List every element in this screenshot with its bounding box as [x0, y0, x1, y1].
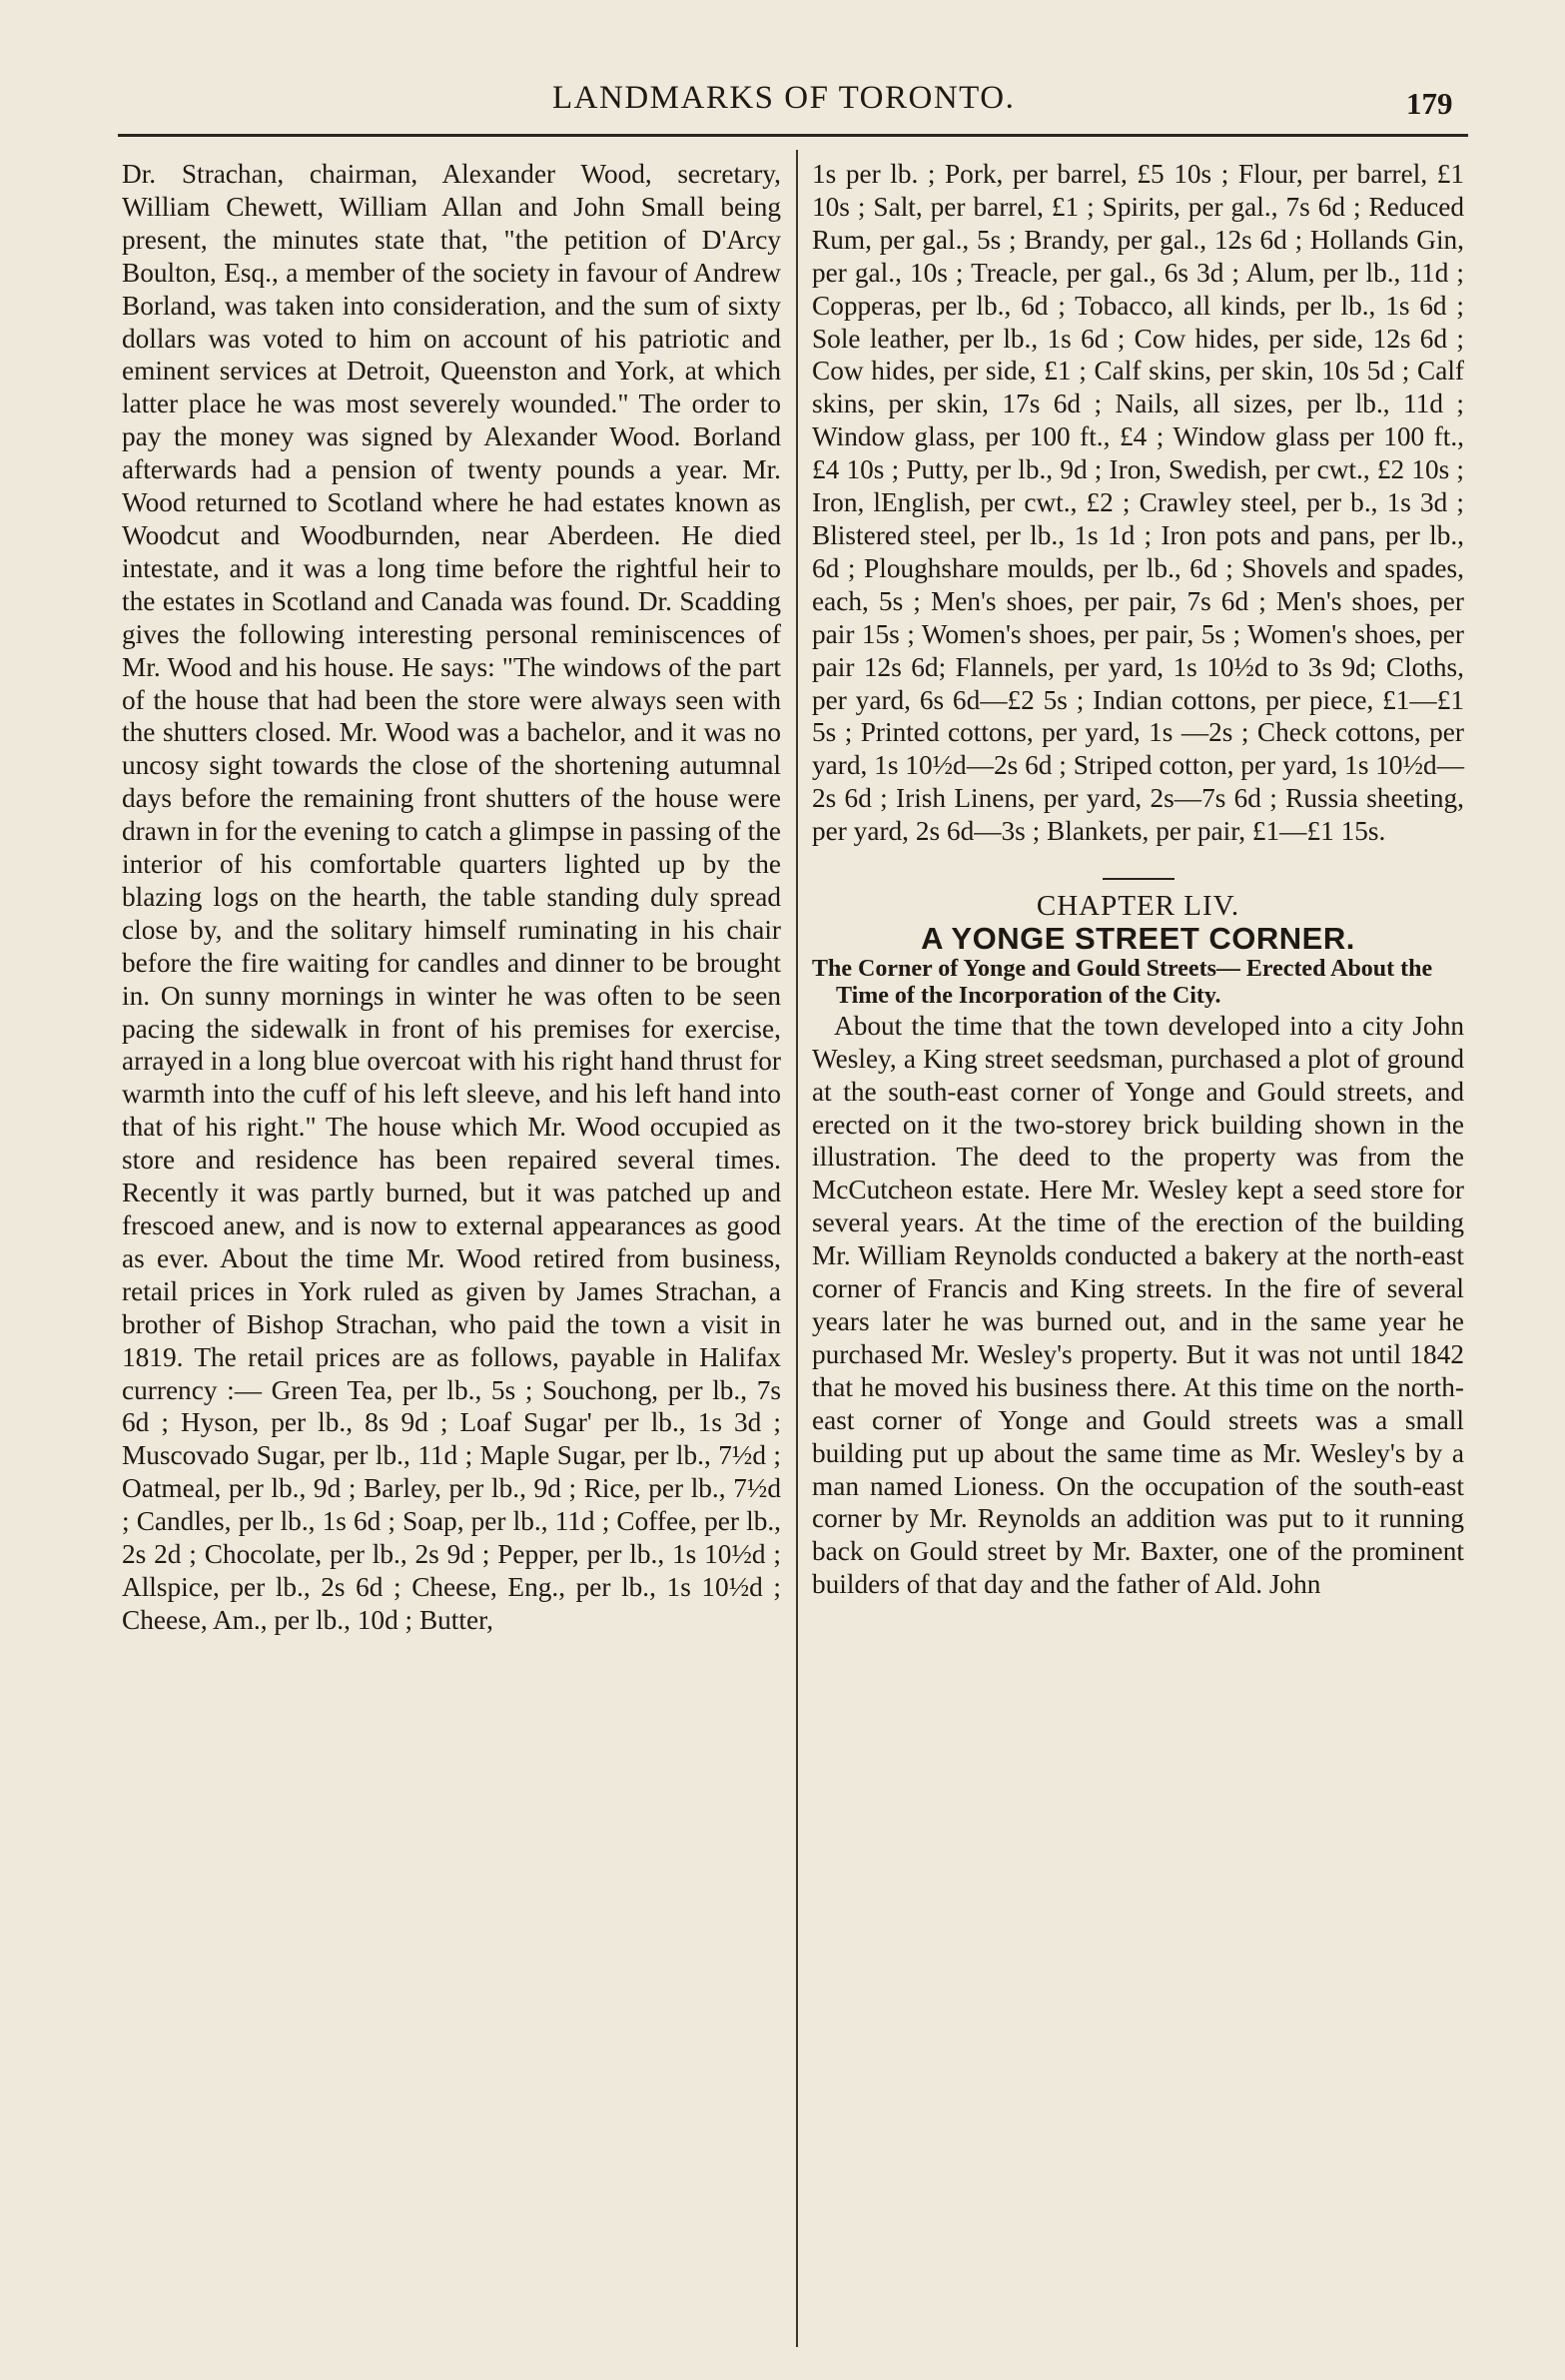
left-column-text: Dr. Strachan, chairman, Alexander Wood, secretary, William Chewett, William Allan and John Small being present, the minutes state that, "the petition of D'Arcy Boulton, Esq., a member of the society in favour of Andrew Borland, was taken into consideration, and the sum of sixty dollars was voted to him on account of his patriotic and eminent services at Detroit, Queenston and York, at which latter place he was most severely wounded." The order to pay the money was signed by Alexander Wood. Borland afterwards had a pension of twenty pounds a year. Mr. Wood returned to Scotland where he had estates known as Woodcut and Woodburnden, near Aberdeen. He died intestate, and it was a long time before the rightful heir to the estates in Scotland and Canada was found. Dr. Scadding gives the following interesting personal reminiscences of Mr. Wood and his house. He says: "The windows of the part of the house that had been the store were always seen with the shutters closed. Mr. Wood was a bachelor, and it was no uncosy sight towards the close of the shortening autumnal days before the remaining front shutters of the house were drawn in for the evening to catch a glimpse in passing of the interior of his comfortable quarters lighted up by the blazing logs on the hearth, the table standing duly spread close by, and the solitary himself ruminating in his chair before the fire waiting for candles and dinner to be brought in. On sunny mornings in winter he was often to be seen pacing the sidewalk in front of his premises for exercise, arrayed in a long blue overcoat with his right hand thrust for warmth into the cuff of his left sleeve, and his left hand into that of his right." The house which Mr. Wood occupied as store and residence has been repaired several times. Recently it was partly burned, but it was patched up and frescoed anew, and is now to external appearances as good as ever. About the time Mr. Wood retired from business, retail prices in York ruled as given by James Strachan, a brother of Bishop Strachan, who paid the town a visit in 1819. The retail prices are as follows, payable in Halifax currency :— Green Tea, per lb., 5s ; Souchong, per lb., 7s 6d ; Hyson, per lb., 8s 9d ; Loaf Sugar' per lb., 1s 3d ; Muscovado Sugar, per lb., 11d ; Maple Sugar, per lb., 7½d ; Oatmeal, per lb., 9d ; Barley, per lb., 9d ; Rice, per lb., 7½d ; Candles, per lb., 1s 6d ; Soap, per lb., 11d ; Coffee, per lb., 2s 2d ; Chocolate, per lb., 2s 9d ; Pepper, per lb., 1s 10½d ; Allspice, per lb., 2s 6d ; Cheese, Eng., per lb., 1s 10½d ; Cheese, Am., per lb., 10d ; Butter, — [122, 159, 781, 1635]
section-title: A YONGE STREET CORNER. — [921, 920, 1355, 956]
chapter-separator — [1103, 878, 1174, 880]
chapter-heading: CHAPTER LIV. — [1036, 890, 1240, 923]
section-subheading: The Corner of Yonge and Gould Streets— Erected About the Time of the Incorporation of the City. — [812, 955, 1433, 1009]
page-number: 179 — [1406, 86, 1453, 121]
chapter-body-text: About the time that the town developed into a city John Wesley, a King street seedsman, purchased a plot of ground at the south-east corner of Yonge and Gould streets, and erected on it the two-storey brick building shown in the illustration. The deed to the property was from the McCutcheon estate. Here Mr. Wesley kept a seed store for several years. At the time of the erection of the building Mr. William Reynolds conducted a bakery at the north-east corner of Francis and King streets. In the fire of several years later he was burned out, and in the same year he purchased Mr. Wesley's property. But it was not until 1842 that he moved his business there. At this time on the north-east corner of Yonge and Gould streets was a small building put up about the same time as Mr. Wesley's by a man named Lioness. On the occupation of the south-east corner by Mr. Reynolds an addition was put to it running back on Gould street by Mr. Baxter, one of the prominent builders of that day and the father of Ald. John — [812, 1010, 1464, 1600]
price-list-continuation: 1s per lb. ; Pork, per barrel, £5 10s ; Flour, per barrel, £1 10s ; Salt, per barrel, £1 ; Spirits, per gal., 7s 6d ; Reduced Rum, per gal., 5s ; Brandy, per gal., 12s 6d ; Hollands Gin, per gal., 10s ; Treacle, per gal., 6s 3d ; Alum, per lb., 11d ; Copperas, per lb., 6d ; Tobacco, all kinds, per lb., 1s 6d ; Sole leather, per lb., 1s 6d ; Cow hides, per side, 12s 6d ; Cow hides, per side, £1 ; Calf skins, per skin, 10s 5d ; Calf skins, per skin, 17s 6d ; Nails, all sizes, per lb., 11d ; Window glass, per 100 ft., £4 ; Window glass per 100 ft., £4 10s ; Putty, per lb., 9d ; Iron, Swedish, per cwt., £2 10s ; Iron, lEnglish, per cwt., £2 ; Crawley steel, per b., 1s 3d ; Blistered steel, per lb., 1s 1d ; Iron pots and pans, per lb., 6d ; Ploughshare moulds, per lb., 6d ; Shovels and spades, each, 5s ; Men's shoes, per pair, 7s 6d ; Men's shoes, per pair 15s ; Women's shoes, per pair, 5s ; Women's shoes, per pair 12s 6d; Flannels, per yard, 1s 10½d to 3s 9d; Cloths, per yard, 6s 6d—£2 5s ; Indian cottons, per piece, £1—£1 5s ; Printed cottons, per yard, 1s —2s ; Check cottons, per yard, 1s 10½d—2s 6d ; Striped cotton, per yard, 1s 10½d—2s 6d ; Irish Linens, per yard, 2s—7s 6d ; Russia sheeting, per yard, 2s 6d—3s ; Blankets, per pair, £1—£1 15s. — [812, 159, 1464, 847]
left-column — [122, 158, 781, 1637]
header-rule — [118, 134, 1468, 137]
running-head-title: LANDMARKS OF TORONTO. — [552, 80, 1016, 116]
column-divider — [796, 150, 798, 2347]
right-column — [812, 158, 1464, 1601]
